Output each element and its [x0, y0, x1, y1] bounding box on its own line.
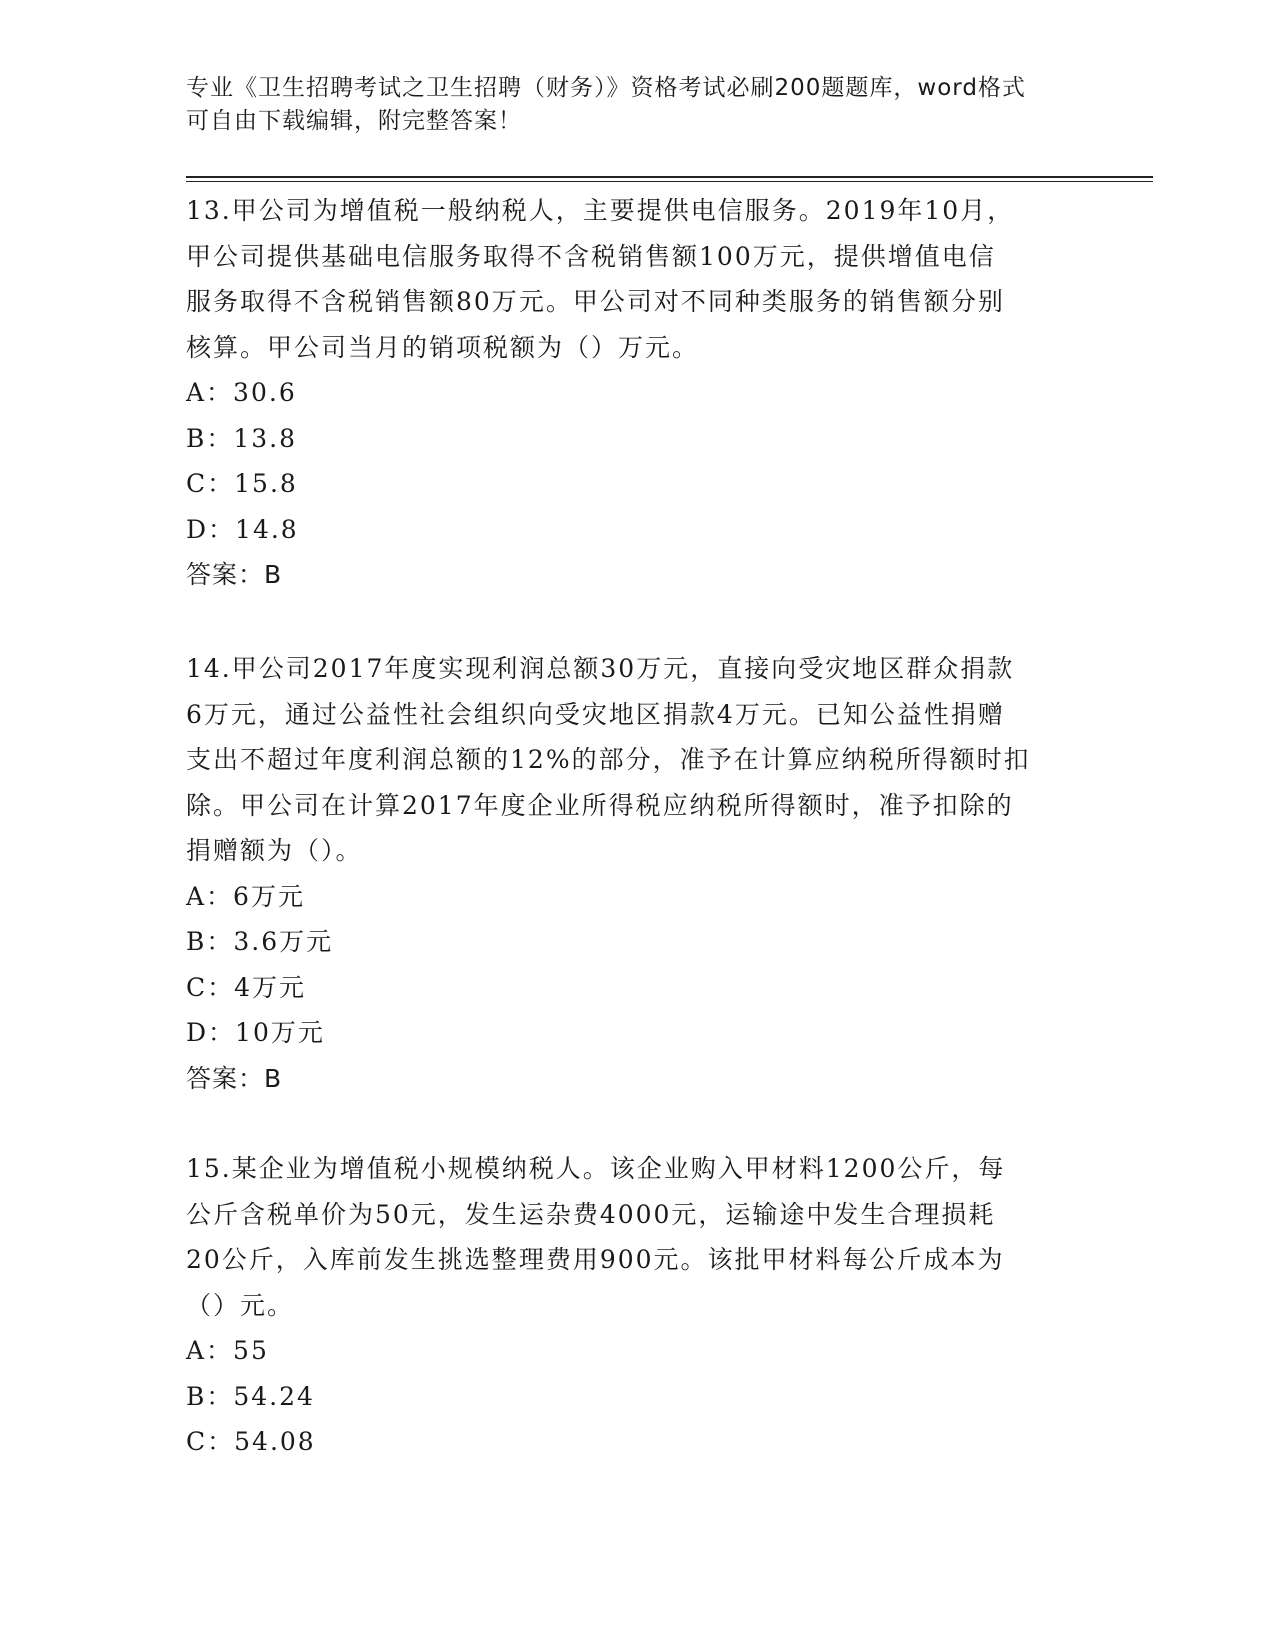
question-text-line: 公斤含税单价为50元，发生运杂费4000元，运输途中发生合理损耗: [186, 1199, 996, 1229]
question-13: [186, 188, 1086, 598]
question-text-line: （）元。: [186, 1290, 295, 1320]
question-text-line: 甲公司提供基础电信服务取得不含税销售额100万元，提供增值电信: [186, 241, 996, 271]
option-b: B：54.24: [186, 1381, 315, 1411]
question-14: [186, 646, 1086, 1101]
question-text-line: 支出不超过年度利润总额的12%的部分，准予在计算应纳税所得额时扣: [186, 745, 1031, 774]
answer-line: 答案：B: [186, 560, 283, 589]
option-c: C：54.08: [186, 1427, 316, 1456]
question-text-line: 13.甲公司为增值税一般纳税人，主要提供电信服务。2019年10月，: [186, 196, 1015, 225]
question-text-line: 捐赠额为（）。: [186, 836, 363, 865]
option-c: C：15.8: [186, 469, 298, 498]
option-b: B：3.6万元: [186, 927, 334, 956]
question-text-line: 6万元，通过公益性社会组织向受灾地区捐款4万元。已知公益性捐赠: [186, 699, 1005, 729]
option-d: D：14.8: [186, 514, 299, 544]
answer-line: 答案：B: [186, 1063, 283, 1093]
question-text-line: 服务取得不含税销售额80万元。甲公司对不同种类服务的销售额分别: [186, 287, 1005, 316]
question-text-line: 20公斤，入库前发生挑选整理费用900元。该批甲材料每公斤成本为: [186, 1245, 1005, 1274]
document-header: [186, 72, 1066, 138]
header-line-1: 专业《卫生招聘考试之卫生招聘（财务）》资格考试必刷200题题库，word格式: [186, 75, 1026, 101]
option-a: A：30.6: [186, 378, 297, 407]
question-text-line: 14.甲公司2017年度实现利润总额30万元，直接向受灾地区群众捐款: [186, 654, 1015, 683]
option-a: A：6万元: [186, 881, 305, 911]
question-text-line: 除。甲公司在计算2017年度企业所得税应纳税所得额时，准予扣除的: [186, 790, 1014, 820]
question-15: [186, 1146, 1086, 1465]
header-divider-thin: [186, 181, 1153, 182]
question-text-line: 15.某企业为增值税小规模纳税人。该企业购入甲材料1200公斤，每: [186, 1154, 1006, 1183]
question-text-line: 核算。甲公司当月的销项税额为（）万元。: [186, 332, 700, 362]
option-d: D：10万元: [186, 1018, 325, 1047]
option-c: C：4万元: [186, 972, 307, 1002]
option-b: B：13.8: [186, 423, 298, 453]
option-a: A：55: [186, 1336, 269, 1365]
header-line-2: 可自由下载编辑，附完整答案！: [186, 108, 522, 134]
header-divider-thick: [186, 176, 1153, 178]
